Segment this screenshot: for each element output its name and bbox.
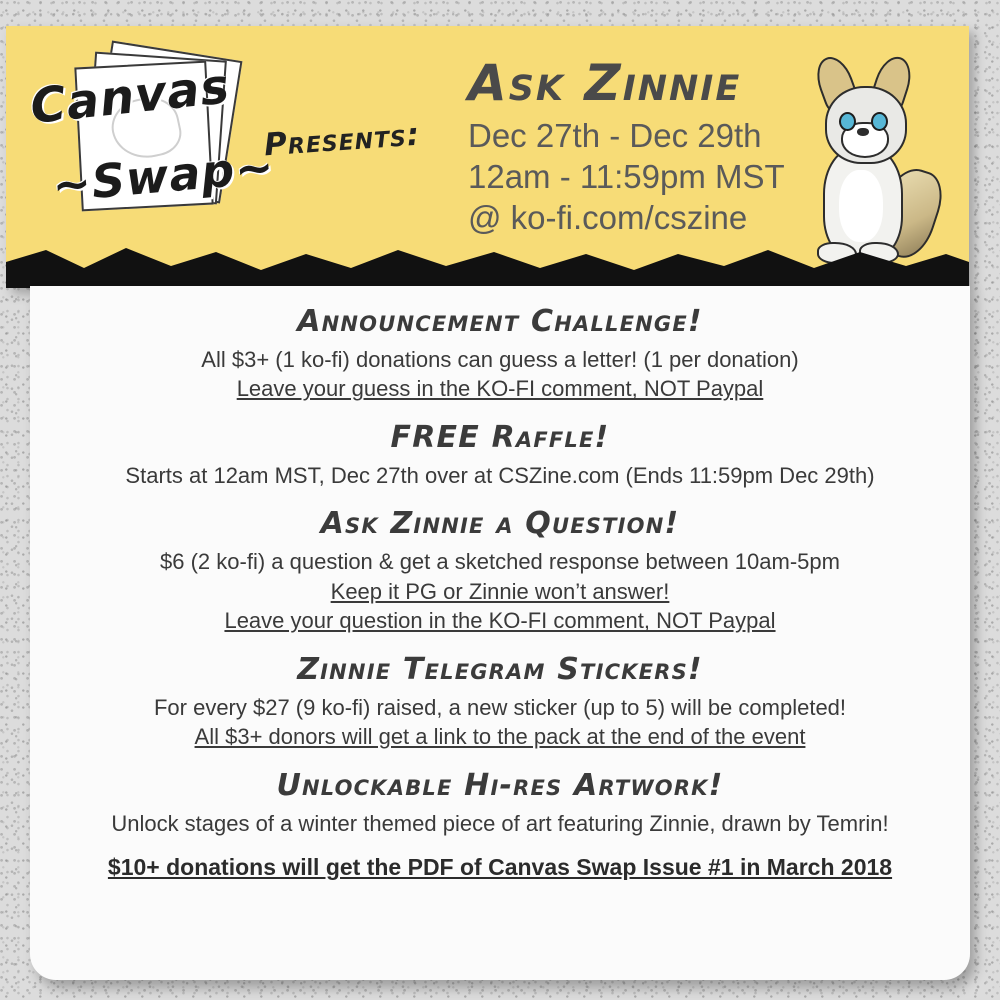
event-times: 12am - 11:59pm MST xyxy=(468,157,785,195)
presents-label: Presents: xyxy=(262,116,422,164)
section-zinnie-telegram-stickers xyxy=(52,652,948,752)
section-title: Unlockable Hi-res Artwork! xyxy=(276,767,724,803)
section-title: Zinnie Telegram Stickers! xyxy=(297,651,703,687)
section-title: FREE Raffle! xyxy=(390,419,610,455)
event-info xyxy=(468,54,828,239)
section-line: Unlock stages of a winter themed piece of art featuring Zinnie, drawn by Temrin! xyxy=(111,810,889,836)
event-title: Ask Zinnie xyxy=(468,54,742,112)
footer-note: $10+ donations will get the PDF of Canvas Swap Issue #1 in March 2018 xyxy=(107,854,893,881)
section-line: Keep it PG or Zinnie won’t answer! xyxy=(330,578,670,604)
section-unlockable-hi-res-artwork xyxy=(52,768,948,838)
section-line: For every $27 (9 ko-fi) raised, a new sticker (up to 5) will be completed! xyxy=(153,694,847,720)
details-content xyxy=(30,286,970,881)
section-ask-zinnie-a-question xyxy=(52,506,948,635)
section-announcement-challenge xyxy=(52,304,948,404)
wave-divider xyxy=(6,228,969,288)
section-line: $6 (2 ko-fi) a question & get a sketched response between 10am-5pm xyxy=(160,549,840,575)
details-card xyxy=(30,286,970,980)
section-line: Leave your guess in the KO-FI comment, NOT Paypal xyxy=(236,376,764,402)
canvas-swap-logo xyxy=(27,40,280,240)
section-line: Starts at 12am MST, Dec 27th over at CSZine.com (Ends 11:59pm Dec 29th) xyxy=(125,462,875,488)
event-dates: Dec 27th - Dec 29th xyxy=(468,117,762,154)
event-url: @ ko-fi.com/cszine xyxy=(468,198,748,236)
section-line: Leave your question in the KO-FI comment, NOT Paypal xyxy=(224,608,776,634)
logo-line-2: ~Swap~ xyxy=(50,139,277,213)
header-banner xyxy=(6,26,969,288)
section-line: All $3+ donors will get a link to the pack at the end of the event xyxy=(194,724,806,750)
logo-line-1: Canvas xyxy=(27,58,233,135)
section-line: All $3+ (1 ko-fi) donations can guess a letter! (1 per donation) xyxy=(201,347,799,372)
section-title: Announcement Challenge! xyxy=(297,304,703,339)
section-title: Ask Zinnie a Question! xyxy=(320,506,680,542)
section-free-raffle xyxy=(52,420,948,490)
